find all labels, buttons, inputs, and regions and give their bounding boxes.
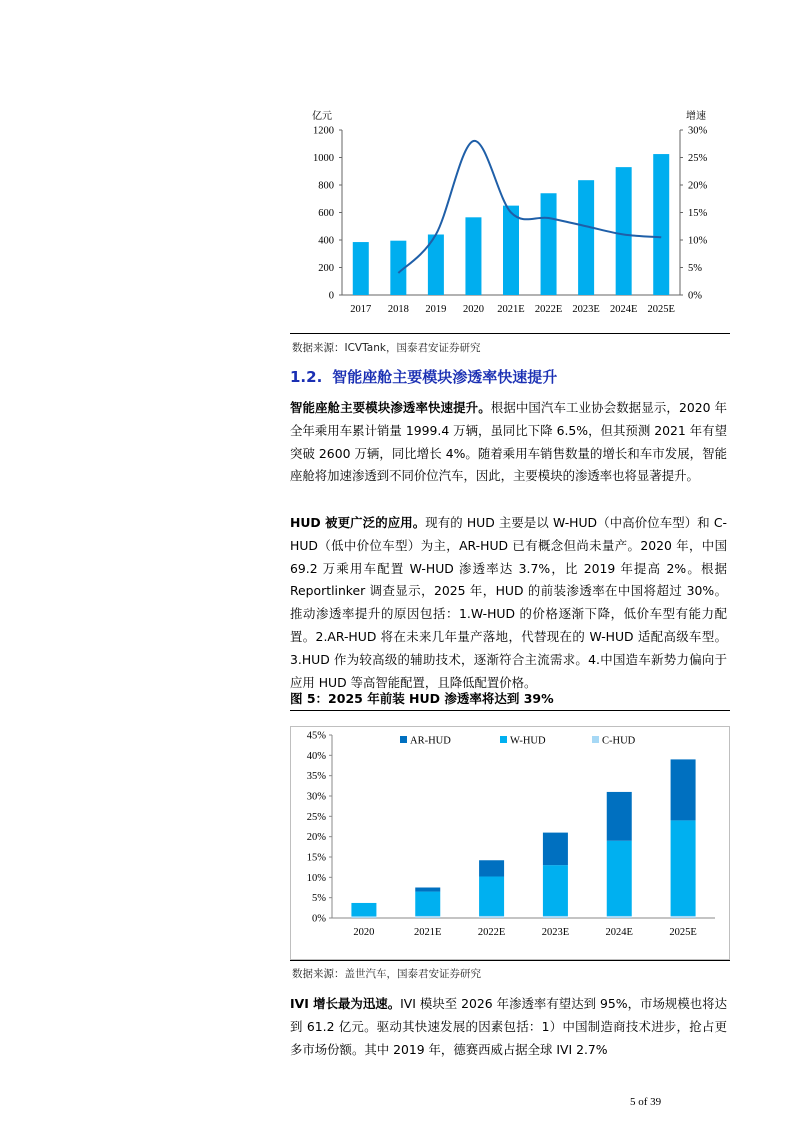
y-tick-label: 400 [318, 235, 334, 247]
stacked-bar-segment [415, 892, 440, 916]
y-tick-label: 600 [318, 208, 334, 219]
legend-label: C-HUD [602, 735, 636, 747]
paragraph-3-body: IVI 模块至 2026 年渗透率有望达到 95%，市场规模也将达到 61.2 亿元。驱动其快速发展的因素包括：1）中国制造商技术进步，抢占更多市场份额。其中 2019 年，德赛西威占据全球 IVI 2.7% [290, 996, 727, 1057]
divider [290, 710, 730, 711]
paragraph-1 [290, 397, 727, 488]
y2-tick-label: 15% [688, 208, 708, 219]
source-note-1: 数据来源：ICVTank，国泰君安证券研究 [292, 342, 481, 354]
paragraph-1-body: 根据中国汽车工业协会数据显示，2020 年全年乘用车累计销量 1999.4 万辆，虽同比下降 6.5%，但其预测 2021 年有望突破 2600 万辆，同比增长 4%。随着乘用车销售数量的增长和车市发展，智能座舱将加速渗透到不同价位汽车，因此，主要模块的渗透率也将显著提升。 [290, 400, 727, 484]
x-tick-label: 2019 [425, 304, 447, 315]
x-tick-label: 2020 [462, 304, 484, 315]
paragraph-3-lead: IVI 增长最为迅速。 [290, 996, 401, 1011]
y-tick-label: 25% [306, 811, 326, 823]
market-size-bar [353, 242, 369, 295]
stacked-bar-segment [607, 792, 632, 841]
y-tick-label: 10% [306, 872, 326, 884]
stacked-bar-segment [415, 888, 440, 892]
paragraph-2-body: 现有的 HUD 主要是以 W-HUD（中高价位车型）和 C-HUD（低中价位车型）为主，AR-HUD 已有概念但尚未量产。2020 年，中国 69.2 万乘用车配置 W-HUD 渗透率达 3.7%，比 2019 年提高 2%。根据 Reportlinker 调查显示，2025 年，HUD 的前装渗透率在中国将超过 30%。推动渗透率提升的原因包括：1.W-HUD 的价格逐渐下降，低价车型有能力配置。2.AR-HUD 将在未来几年量产落地，代替现在的 W-HUD 适配高级车型。3.HUD 作为较高级的辅助技术，逐渐符合主流需求。4.中国造车新势力偏向于应用 HUD 等高智能配置，且降低配置价格。 [290, 515, 727, 690]
y-tick-label: 5% [312, 893, 326, 905]
y2-axis-unit-label: 增速 [686, 111, 706, 122]
y2-tick-label: 25% [688, 153, 708, 164]
paragraph-2-lead: HUD 被更广泛的应用。 [290, 515, 426, 530]
x-tick-label: 2020 [353, 927, 375, 938]
section-title: 智能座舱主要模块渗透率快速提升 [332, 368, 558, 386]
y-tick-label: 30% [306, 791, 326, 803]
stacked-bar-segment [607, 916, 632, 918]
y2-tick-label: 30% [688, 125, 708, 137]
market-size-bar [653, 154, 669, 295]
hud-market-size-chart [290, 100, 730, 325]
stacked-bar-segment [671, 759, 696, 820]
x-tick-label: 2023E [572, 304, 600, 315]
market-size-bar [465, 217, 481, 295]
y-tick-label: 40% [306, 750, 326, 762]
plot-area-border [291, 727, 730, 960]
stacked-bar-segment [543, 916, 568, 918]
x-tick-label: 2025E [647, 304, 675, 315]
x-tick-label: 2022E [534, 304, 563, 315]
market-size-bar [616, 167, 632, 295]
y-tick-label: 15% [306, 852, 326, 864]
stacked-bar-segment [479, 916, 504, 918]
x-tick-label: 2025E [669, 927, 697, 938]
divider [290, 333, 730, 334]
hud-penetration-chart [290, 726, 730, 960]
y-tick-label: 1000 [313, 153, 334, 164]
section-number: 1.2. [290, 368, 323, 386]
market-size-bar [541, 193, 557, 295]
stacked-bar-segment [671, 916, 696, 918]
legend-swatch [500, 736, 507, 743]
paragraph-1-lead: 智能座舱主要模块渗透率快速提升。 [290, 400, 491, 415]
paragraph-2 [290, 512, 727, 694]
stacked-bar-segment [351, 903, 376, 916]
figure-5-title: 图 5：2025 年前装 HUD 渗透率将达到 39% [290, 691, 554, 706]
x-tick-label: 2022E [477, 927, 506, 938]
x-tick-label: 2021E [497, 304, 525, 315]
legend-label: W-HUD [510, 735, 546, 747]
x-tick-label: 2018 [387, 304, 409, 315]
y2-tick-label: 5% [688, 263, 702, 274]
divider [290, 960, 730, 961]
y-tick-label: 45% [306, 730, 326, 742]
stacked-bar-segment [607, 841, 632, 916]
stacked-bar-segment [543, 865, 568, 916]
x-tick-label: 2023E [541, 927, 570, 938]
market-size-bar [578, 180, 594, 295]
x-tick-label: 2021E [414, 927, 442, 938]
stacked-bar-segment [671, 820, 696, 916]
y-tick-label: 35% [306, 771, 326, 783]
y-tick-label: 200 [318, 263, 334, 274]
y-tick-label: 800 [318, 180, 334, 192]
market-size-bar [503, 206, 519, 295]
y2-tick-label: 10% [688, 235, 708, 247]
y-axis-unit-label: 亿元 [312, 111, 332, 122]
legend-label: AR-HUD [410, 735, 451, 747]
y-tick-label: 1200 [313, 125, 334, 137]
y-tick-label: 20% [306, 832, 326, 844]
section-heading [290, 366, 730, 387]
source-note-2: 数据来源：盖世汽车，国泰君安证券研究 [292, 968, 481, 980]
y2-tick-label: 0% [688, 290, 702, 302]
legend-swatch [400, 736, 407, 743]
x-tick-label: 2024E [605, 927, 633, 938]
page-number: 5 of 39 [630, 1096, 662, 1108]
y-tick-label: 0 [328, 290, 334, 302]
stacked-bar-segment [479, 877, 504, 916]
y-tick-label: 0% [312, 913, 326, 925]
y2-tick-label: 20% [688, 180, 708, 192]
x-tick-label: 2017 [350, 304, 372, 315]
paragraph-3 [290, 993, 727, 1061]
stacked-bar-segment [351, 916, 376, 918]
legend-swatch [592, 736, 599, 743]
stacked-bar-segment [479, 860, 504, 876]
stacked-bar-segment [415, 916, 440, 918]
x-tick-label: 2024E [609, 304, 638, 315]
stacked-bar-segment [543, 833, 568, 866]
